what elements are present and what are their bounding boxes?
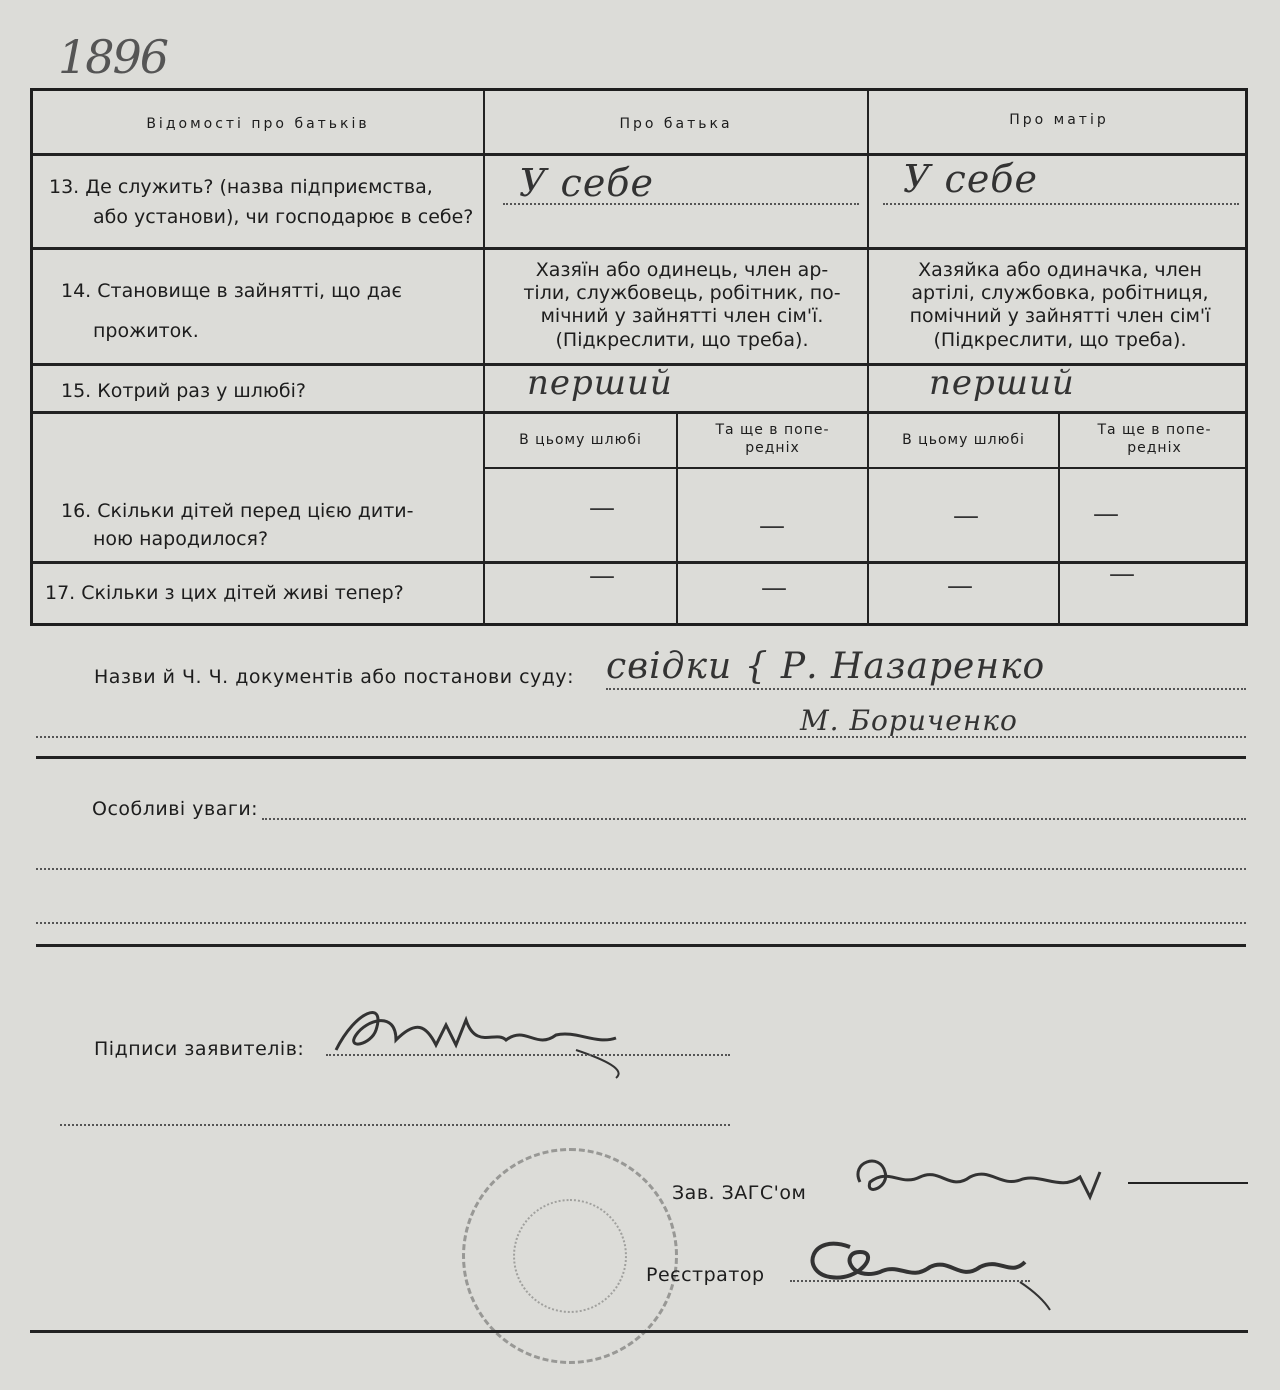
applicants-signatures-label: Підписи заявителів:	[94, 1038, 305, 1060]
subheader-previous-mother: Та ще в попе- редніх	[1097, 422, 1212, 457]
subheader-this-marriage-mother: В цьому шлюбі	[902, 432, 1025, 448]
row14-mother-options: Хазяйка або одиначка, член артілі, службовка, робітниця, помічний у зайнятті член сім'ї (Підкреслити, що треба).	[909, 259, 1211, 351]
row14-label-line2: прожиток.	[93, 320, 199, 342]
row17-value-1: —	[589, 561, 615, 591]
documents-witnesses-line2: М. Бориченко	[800, 704, 1018, 737]
row16-label-line2: ною народилося?	[93, 528, 269, 550]
row14-father-options: Хазяїн або одинець, член ар- тіли, службовець, робітник, по- мічний у зайнятті член сім'ї. (Підкреслити, що треба).	[523, 259, 841, 351]
registrar-signature	[790, 1222, 1070, 1312]
parents-info-table	[30, 88, 1248, 626]
row16-value-2: —	[759, 511, 785, 541]
row13-label-line1: 13. Де служить? (назва підприємства,	[49, 176, 433, 198]
header-parents-info: Відомості про батьків	[146, 116, 370, 132]
zags-head-signature	[840, 1142, 1130, 1212]
documents-witnesses-line1: свідки { Р. Назаренко	[606, 646, 1046, 687]
row17-label: 17. Скільки з цих дітей живі тепер?	[45, 582, 404, 604]
registrar-label: Реєстратор	[646, 1264, 765, 1286]
row13-father-value: У себе	[519, 161, 654, 205]
header-father: Про батька	[619, 116, 733, 132]
applicant-signature	[326, 990, 636, 1080]
header-mother: Про матір	[1009, 112, 1109, 128]
zags-head-label: Зав. ЗАГС'ом	[672, 1182, 807, 1204]
row15-father-value: перший	[527, 363, 673, 403]
row16-value-3: —	[953, 501, 979, 531]
notes-label: Особливі уваги:	[92, 798, 259, 820]
subheader-previous-father: Та ще в попе- редніх	[715, 422, 830, 457]
row13-label-line2: або установи), чи господарює в себе?	[93, 206, 474, 228]
corner-note: 1896	[58, 30, 168, 84]
row16-label-line1: 16. Скільки дітей перед цією дити-	[61, 500, 414, 522]
row17-value-3: —	[947, 571, 973, 601]
row17-value-4: —	[1109, 559, 1135, 589]
row16-value-4: —	[1093, 499, 1119, 529]
row14-label-line1: 14. Становище в зайнятті, що дає	[61, 280, 402, 302]
row17-value-2: —	[761, 573, 787, 603]
documents-label: Назви й Ч. Ч. документів або постанови суду:	[94, 666, 575, 688]
row13-mother-value: У себе	[903, 157, 1038, 201]
row15-label: 15. Котрий раз у шлюбі?	[61, 380, 306, 402]
row15-mother-value: перший	[929, 363, 1075, 403]
row16-value-1: —	[589, 493, 615, 523]
subheader-this-marriage-father: В цьому шлюбі	[519, 432, 642, 448]
